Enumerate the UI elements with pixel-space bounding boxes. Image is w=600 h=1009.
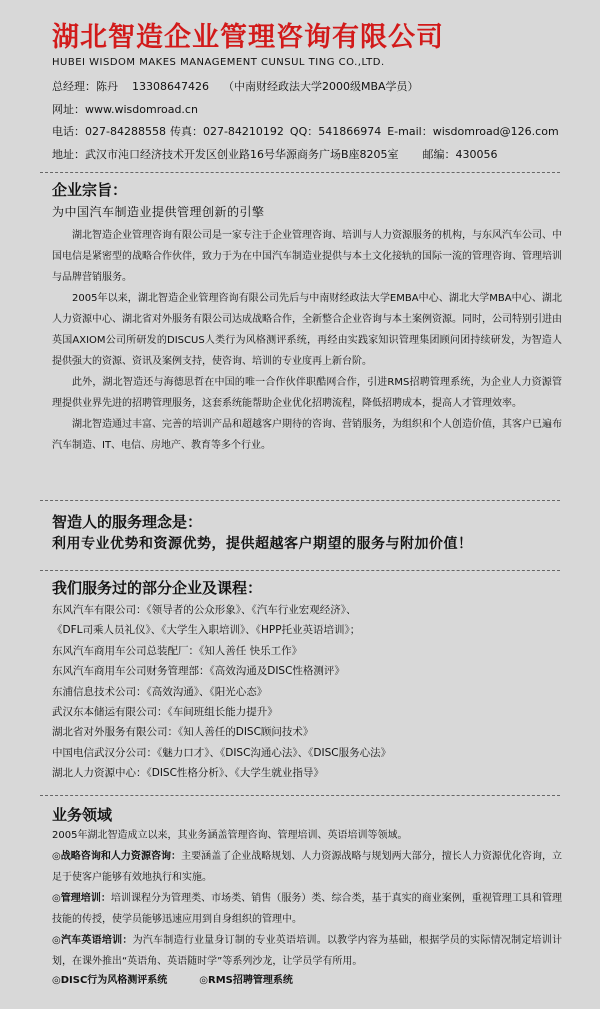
fax-label: 传真： xyxy=(169,125,203,138)
address-line xyxy=(52,148,498,162)
business-item xyxy=(52,888,562,930)
mission-section xyxy=(52,180,562,456)
disc-system-label: ◎DISC行为风格测评系统 xyxy=(52,975,168,986)
manager-line xyxy=(52,80,419,94)
list-item: 东风汽车商用车公司总装配厂：《知人善任 快乐工作》 xyxy=(52,644,303,657)
divider xyxy=(40,795,560,796)
business-item xyxy=(52,930,562,972)
address-label: 地址： xyxy=(52,148,85,161)
business-item-lead: ◎汽车英语培训： xyxy=(52,935,133,946)
divider xyxy=(40,500,560,501)
list-item: 中国电信武汉分公司：《魅力口才》、《DISC沟通心法》、《DISC服务心法》 xyxy=(52,746,392,759)
business-systems xyxy=(52,972,562,990)
business-item-text: 培训课程分为管理类、市场类、销售（服务）类、综合类，基于真实的商业案例，重视管理工具和管理技能的传授，使学员能够迅速应用到自身组织的管理中。 xyxy=(52,893,563,925)
contact-line xyxy=(52,125,559,139)
divider xyxy=(40,570,560,571)
qq-number: 541866974 xyxy=(318,125,382,138)
philosophy-section xyxy=(52,512,562,554)
mission-slogan: 为中国汽车制造业提供管理创新的引擎 xyxy=(52,205,265,219)
list-item: 东风汽车有限公司：《领导者的公众形象》、《汽车行业宏观经济》、 xyxy=(52,604,357,616)
mission-title: 企业宗旨： xyxy=(52,181,128,199)
business-item xyxy=(52,846,562,888)
list-item: 东风汽车商用车公司财务管理部：《高效沟通及DISC性格测评》 xyxy=(52,665,345,678)
mission-body xyxy=(52,225,562,456)
clients-section xyxy=(52,578,562,784)
website-line xyxy=(52,103,198,117)
philosophy-slogan: 利用专业优势和资源优势，提供超越客户期望的服务与附加价值！ xyxy=(52,536,473,552)
phone-number: 027-84288558 xyxy=(85,125,166,138)
phone-label: 电话： xyxy=(52,125,85,138)
mission-paragraph: 2005年以来，湖北智造企业管理咨询有限公司先后与中南财经政法大学EMBA中心、湖北大学MBA中心、湖北人力资源中心、湖北省对外服务有限公司达成战略合作，全新整合企业咨询与本土案例资源。同时，公司特别引进由英国AXIOM公司所研发的DISCUS人类行为风格测评系统，再经由实践家知识管理集团顾问团持续研发，为智造人提供强大的资源、资讯及案例支持，使咨询、培训的专业度再上新台阶。 xyxy=(52,293,562,367)
postcode-label: 邮编： xyxy=(422,148,456,161)
company-header xyxy=(52,22,582,161)
business-title: 业务领域 xyxy=(52,806,113,824)
business-item-lead: ◎管理培训： xyxy=(52,893,111,904)
divider xyxy=(40,172,560,173)
clients-list xyxy=(52,600,562,784)
website-link[interactable]: www.wisdomroad.cn xyxy=(85,103,198,116)
manager-phone: 13308647426 xyxy=(132,80,209,93)
website-label: 网址： xyxy=(52,103,85,116)
qq-label: QQ： xyxy=(289,125,319,138)
company-name-en: HUBEI WISDOM MAKES MANAGEMENT CUNSUL TING CO.,LTD. xyxy=(52,57,385,68)
company-name-cn: 湖北智造企业管理咨询有限公司 xyxy=(52,22,444,53)
postcode-text: 430056 xyxy=(455,148,498,161)
fax-number: 027-84210192 xyxy=(202,125,284,138)
rms-system-label: ◎RMS招聘管理系统 xyxy=(199,975,293,986)
business-item-text: 为汽车制造行业量身订制的专业英语培训。以教学内容为基础，根据学员的实际情况制定培训计划，在课外推出“英语角、英语随时学”等系列沙龙，让学员学有所用。 xyxy=(52,935,563,967)
business-section xyxy=(52,805,562,990)
business-item-text: 主要涵盖了企业战略规划、人力资源战略与规划两大部分，擅长人力资源优化咨询，立足于使客户能够有效地执行和实施。 xyxy=(52,851,562,883)
list-item: 东浦信息技术公司：《高效沟通》、《阳光心态》 xyxy=(52,685,268,698)
business-intro: 2005年湖北智造成立以来，其业务涵盖管理咨询、管理培训、英语培训等领域。 xyxy=(52,830,408,841)
list-item: 《DFL司乘人员礼仪》、《大学生入职培训》、《HPP托业英语培训》； xyxy=(52,624,361,637)
business-item-lead: ◎战略咨询和人力资源咨询： xyxy=(52,851,182,862)
list-item: 湖北省对外服务有限公司：《知人善任的DISC顾问技术》 xyxy=(52,726,314,739)
clients-title: 我们服务过的部分企业及课程： xyxy=(52,579,263,597)
manager-name: 陈丹 xyxy=(96,80,118,93)
mission-paragraph: 此外，湖北智造还与海德思哲在中国的唯一合作伙伴职酷网合作，引进RMS招聘管理系统，为企业人力资源管理提供业界先进的招聘管理服务，这套系统能帮助企业优化招聘流程，降低招聘成本，提高人才管理效率。 xyxy=(52,377,562,409)
address-text: 武汉市沌口经济技术开发区创业路16号华源商务广场B座8205室 xyxy=(85,148,399,161)
email-label: E-mail： xyxy=(387,125,433,138)
list-item: 武汉东本储运有限公司：《车间班组长能力提升》 xyxy=(52,706,278,719)
email-address[interactable]: wisdomroad@126.com xyxy=(432,125,559,138)
manager-note: （中南财经政法大学2000级MBA学员） xyxy=(222,80,419,93)
mission-paragraph: 湖北智造通过丰富、完善的培训产品和超越客户期待的咨询、营销服务，为组织和个人创造价值，其客户已遍布汽车制造、IT、电信、房地产、教育等多个行业。 xyxy=(52,419,562,451)
list-item: 湖北人力资源中心：《DISC性格分析》、《大学生就业指导》 xyxy=(52,767,324,780)
mission-paragraph: 湖北智造企业管理咨询有限公司是一家专注于企业管理咨询、培训与人力资源服务的机构，与东风汽车公司、中国电信是紧密型的战略合作伙伴，致力于为在中国汽车制造业提供与本土文化接轨的国际一流的管理咨询、管理培训与品牌营销服务。 xyxy=(52,230,562,283)
philosophy-title: 智造人的服务理念是： xyxy=(52,513,203,531)
manager-label: 总经理： xyxy=(52,80,96,93)
